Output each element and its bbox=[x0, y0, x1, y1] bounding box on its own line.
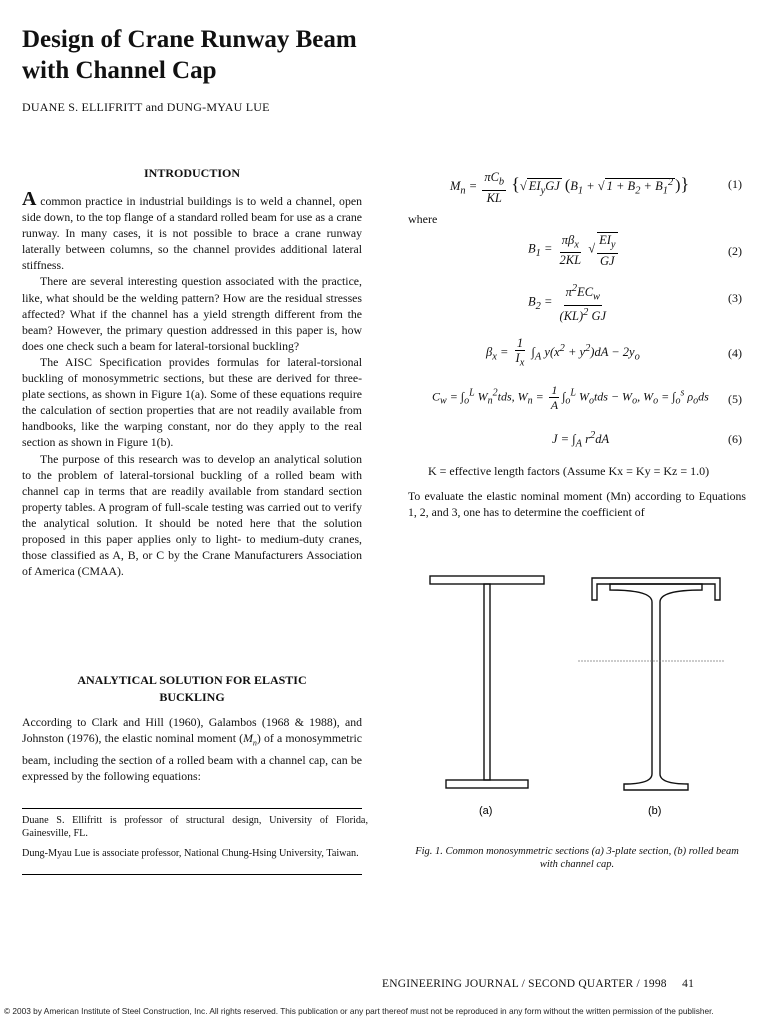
equation-2: $B_1$ = $\frac{\pi\beta_x}{2KL}$ √ $\frac{EI_y}{GJ}$ bbox=[528, 232, 616, 268]
footnote-rule-top bbox=[22, 808, 362, 809]
figure-label-a: (a) bbox=[479, 805, 493, 817]
drop-cap: A bbox=[22, 188, 37, 210]
intro-paragraph-3: The AISC Specification provides formulas for lateral-torsional buckling of monosymmetric sections, but these are derived for three-plate sections, as shown in Figure 1(a). Some of these equations require the calculation of section properties that are not readily available from handbooks, like the warping constant, nor do they apply to the real section as shown in Figure 1(b). bbox=[22, 354, 362, 450]
intro-paragraph-1 bbox=[22, 188, 362, 273]
figure-caption: Fig. 1. Common monosymmetric sections (a) 3-plate section, (b) rolled beam with channel cap. bbox=[415, 846, 739, 870]
analytical-text-2: ) of a monosymmetric beam, including the section of a rolled beam with a channel cap, can be expressed by the following equations: bbox=[22, 731, 363, 783]
paper-title bbox=[22, 24, 422, 86]
copyright-notice: © 2003 by American Institute of Steel Construction, Inc. All rights reserved. This publication or any part thereof must not be reproduced in any form without the written permission of the publisher. bbox=[4, 1006, 714, 1016]
web-plate bbox=[484, 584, 490, 780]
equation-number-6: (6) bbox=[728, 432, 742, 446]
authors: DUANE S. ELLIFRITT and DUNG-MYAU LUE bbox=[22, 100, 270, 114]
channel-cap-section bbox=[592, 578, 720, 790]
three-plate-section bbox=[430, 576, 544, 788]
equation-1: $M_n$ = $\frac{\pi C_b}{KL}$ {√ $EI_yGJ$ ($B_1$ + √ $1 + B_2 + B_1^2$ )} bbox=[450, 170, 690, 205]
analytical-heading-line-1: ANALYTICAL SOLUTION FOR ELASTIC bbox=[77, 673, 307, 687]
equation-number-3: (3) bbox=[728, 291, 742, 305]
symbol-M: M bbox=[243, 731, 253, 746]
footnote-ellifritt: Duane S. Ellifritt is professor of structural design, University of Florida, Gainesville, FL. bbox=[22, 815, 368, 839]
analytical-heading-line-2: BUCKLING bbox=[159, 690, 225, 704]
title-line-1: Design of Crane Runway Beam bbox=[22, 26, 357, 53]
intro-paragraph-4: The purpose of this research was to develop an analytical solution to the problem of lateral-torsional buckling of a rolled beam with channel cap in terms that are readily available from standard section property tables. A program of full-scale testing was carried out to verify the analytical solution. It should be noted here that the solution proposed in this paper applies only to light- to medium-duty cranes, those classified as A, B, or C by the Crane Manufacturers Association of America (CMAA). bbox=[22, 451, 362, 579]
figure-label-b: (b) bbox=[648, 805, 662, 817]
analytical-text-1: According to Clark and Hill (1960), Galambos (1968 & 1988), and Johnston (1976), the elastic nominal moment ( bbox=[22, 715, 362, 746]
equation-4: $\beta_x$ = $\frac{1}{I_x}$ $\int_A$ $y(x^2 + y^2)dA - 2y_o$ bbox=[486, 336, 640, 369]
rolled-beam bbox=[610, 584, 702, 790]
footnote-rule-bottom bbox=[22, 874, 362, 875]
equation-number-5: (5) bbox=[728, 392, 742, 406]
symbol-n: n bbox=[252, 738, 257, 748]
title-line-2: with Channel Cap bbox=[22, 57, 217, 84]
intro-p1-text: common practice in industrial buildings is to weld a channel, open side down, to the top flange of a standard rolled beam for use as a crane runway. In many cases, it is not possible to brace a crane runway laterally between columns, so the channel provides additional lateral stiffness. bbox=[22, 194, 362, 273]
analytical-body bbox=[22, 714, 362, 784]
equation-number-4: (4) bbox=[728, 346, 742, 360]
equation-number-1: (1) bbox=[728, 177, 742, 191]
figure-1 bbox=[420, 566, 740, 820]
equation-6: $J = \int_A$ $r^2dA$ bbox=[552, 430, 610, 450]
channel-cap bbox=[592, 578, 720, 600]
footnote-lue: Dung-Myau Lue is associate professor, National Chung-Hsing University, Taiwan. bbox=[22, 848, 359, 859]
introduction-heading: INTRODUCTION bbox=[143, 166, 240, 180]
effective-length-note: K = effective length factors (Assume Kx = Ky = Kz = 1.0) bbox=[428, 464, 710, 478]
top-flange-plate bbox=[430, 576, 544, 584]
right-column-paragraph: To evaluate the elastic nominal moment (Mn) according to Equations 1, 2, and 3, one has to determine the coefficient of bbox=[408, 489, 746, 520]
analytical-heading bbox=[22, 672, 362, 706]
bottom-flange-plate bbox=[446, 780, 528, 788]
where-label: where bbox=[408, 212, 438, 226]
equation-3: $B_2$ = $\frac{\pi^2EC_w}{(KL)^2 GJ}$ bbox=[528, 283, 607, 323]
equation-number-2: (2) bbox=[728, 244, 742, 258]
introduction-body bbox=[22, 188, 362, 579]
intro-paragraph-2: There are several interesting question associated with the practice, like, what should be the welding pattern? How are the residual stresses affected? What if the channel has a yield strength different from the beam? However, the primary question addressed in this paper is, how does one check such a beam for lateral-torsional buckling? bbox=[22, 274, 362, 353]
equation-5: $C_w = \int_o^L$ $W_n^2tds$, $W_n$ = $\frac{1}{A}$ $\int_o^L$ $W_otds - W_o$, $W_o = \int_o^s$ $\rho_ods$ bbox=[432, 383, 709, 412]
journal-footer: ENGINEERING JOURNAL / SECOND QUARTER / 1998 41 bbox=[382, 978, 695, 990]
